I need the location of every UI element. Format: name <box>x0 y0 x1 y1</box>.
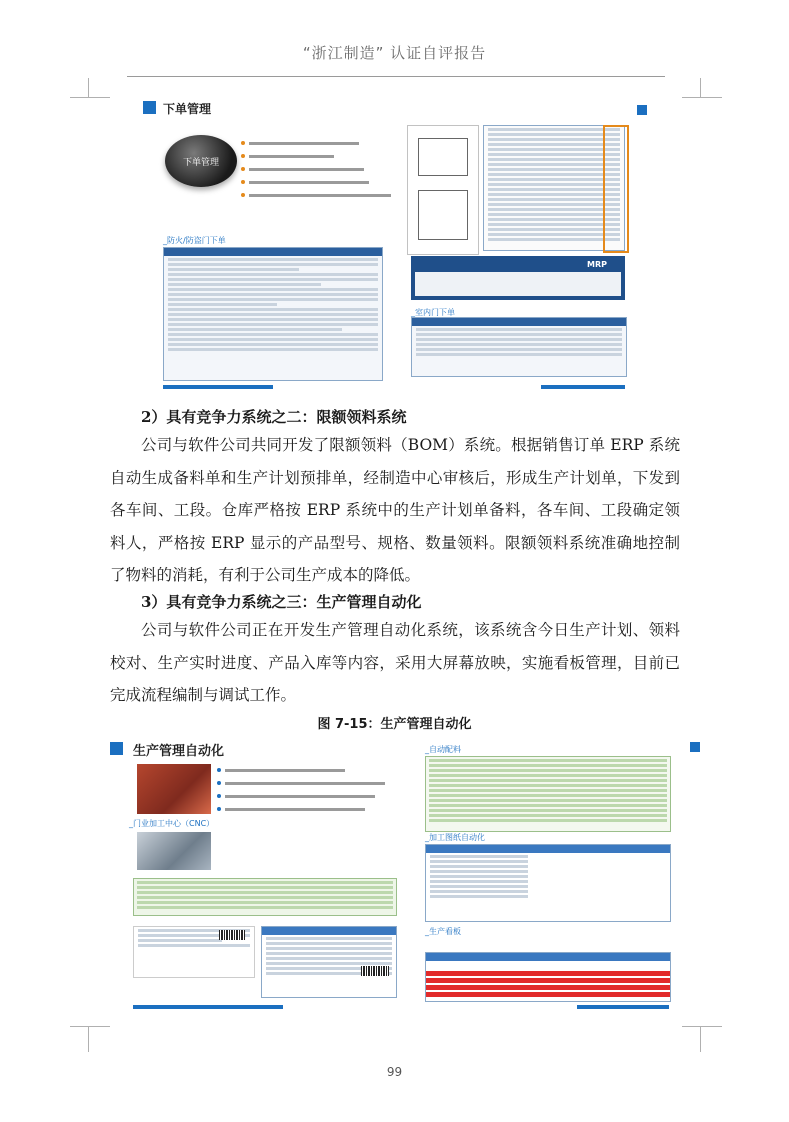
auto-material-table <box>425 756 671 832</box>
crop-mark <box>70 97 110 98</box>
figure-caption: 图 7-15：生产管理自动化 <box>317 717 472 732</box>
crop-mark <box>682 97 722 98</box>
running-header: “浙江制造” 认证自评报告 <box>302 44 487 62</box>
barcode-graphic <box>219 930 245 940</box>
section-marker <box>637 105 647 115</box>
ordering-orb <box>165 135 237 187</box>
cnc-photo <box>137 832 211 870</box>
crop-mark <box>700 1026 701 1052</box>
kanban-label: _生产看板 <box>425 927 461 936</box>
kanban-screenshot <box>425 952 671 1002</box>
section-heading-3: 3）具有竞争力系统之三：生产管理自动化 <box>141 593 422 611</box>
barcode-graphic <box>361 966 389 976</box>
figure-footer-strip <box>541 385 625 389</box>
drawing-automation-screenshot <box>425 844 671 922</box>
figure-footer-strip <box>163 385 273 389</box>
mrp-screenshot <box>411 256 625 300</box>
section-marker <box>690 742 700 752</box>
fire-door-order-screenshot <box>163 247 383 381</box>
figure-section-title: 下单管理 <box>163 102 212 116</box>
crop-mark <box>70 1026 110 1027</box>
factory-photo <box>137 764 211 814</box>
section-paragraph-3: 公司与软件公司正在开发生产管理自动化系统，该系统含今日生产计划、领料校对、生产实时进度、产品入库等内容，采用大屏幕放映，实施看板管理，目前已完成流程编制与调试工作。 <box>110 621 680 704</box>
section-paragraph-2: 公司与软件公司共同开发了限额领料（BOM）系统。根据销售订单 ERP 系统自动生成备料单和生产计划预排单，经制造中心审核后，形成生产计划单，下发到各车间、工段。仓库严格按 ERP 系统中的生产计划单备料，各车间、工段确定领料人，严格按 ERP 显示的产品型号、规格、数量领料。限额领料系统准确地控制了物料的消耗，有利于公司生产成本的降低。 <box>110 436 680 584</box>
page-number: 99 <box>386 1065 403 1079</box>
figure-footer-strip <box>577 1005 669 1009</box>
indoor-door-order-screenshot <box>411 317 627 377</box>
figure-footer-strip <box>133 1005 283 1009</box>
figure2-section-title: 生产管理自动化 <box>133 744 225 759</box>
ordering-management-figure <box>141 95 641 393</box>
crop-mark <box>88 1026 89 1052</box>
cnc-label: _门业加工中心（CNC） <box>129 819 215 828</box>
section-heading-2: 2）具有竞争力系统之二：限额领料系统 <box>141 408 407 426</box>
highlight-frame <box>603 125 629 253</box>
crop-mark <box>700 78 701 98</box>
indoor-door-label: _室内门下单 <box>411 308 455 317</box>
order-card-screenshot <box>261 926 397 998</box>
drawing-automation-label: _加工图纸自动化 <box>425 833 485 842</box>
crop-mark <box>88 78 89 98</box>
crop-mark <box>682 1026 722 1027</box>
header-rule <box>127 76 665 77</box>
section-marker <box>110 742 123 755</box>
section-marker <box>143 101 156 114</box>
cnc-table <box>133 878 397 916</box>
auto-material-label: _自动配料 <box>425 745 461 754</box>
production-automation-figure <box>107 740 682 1013</box>
automation-bullets <box>217 766 387 818</box>
kanban-red-rows <box>426 971 670 1001</box>
orb-label: 下单管理 <box>182 157 219 168</box>
feature-bullets <box>241 139 391 204</box>
mrp-label: MRP <box>587 260 607 269</box>
door-drawing-sketch <box>407 125 479 255</box>
fire-door-label: _防火/防盗门下单 <box>163 236 226 245</box>
